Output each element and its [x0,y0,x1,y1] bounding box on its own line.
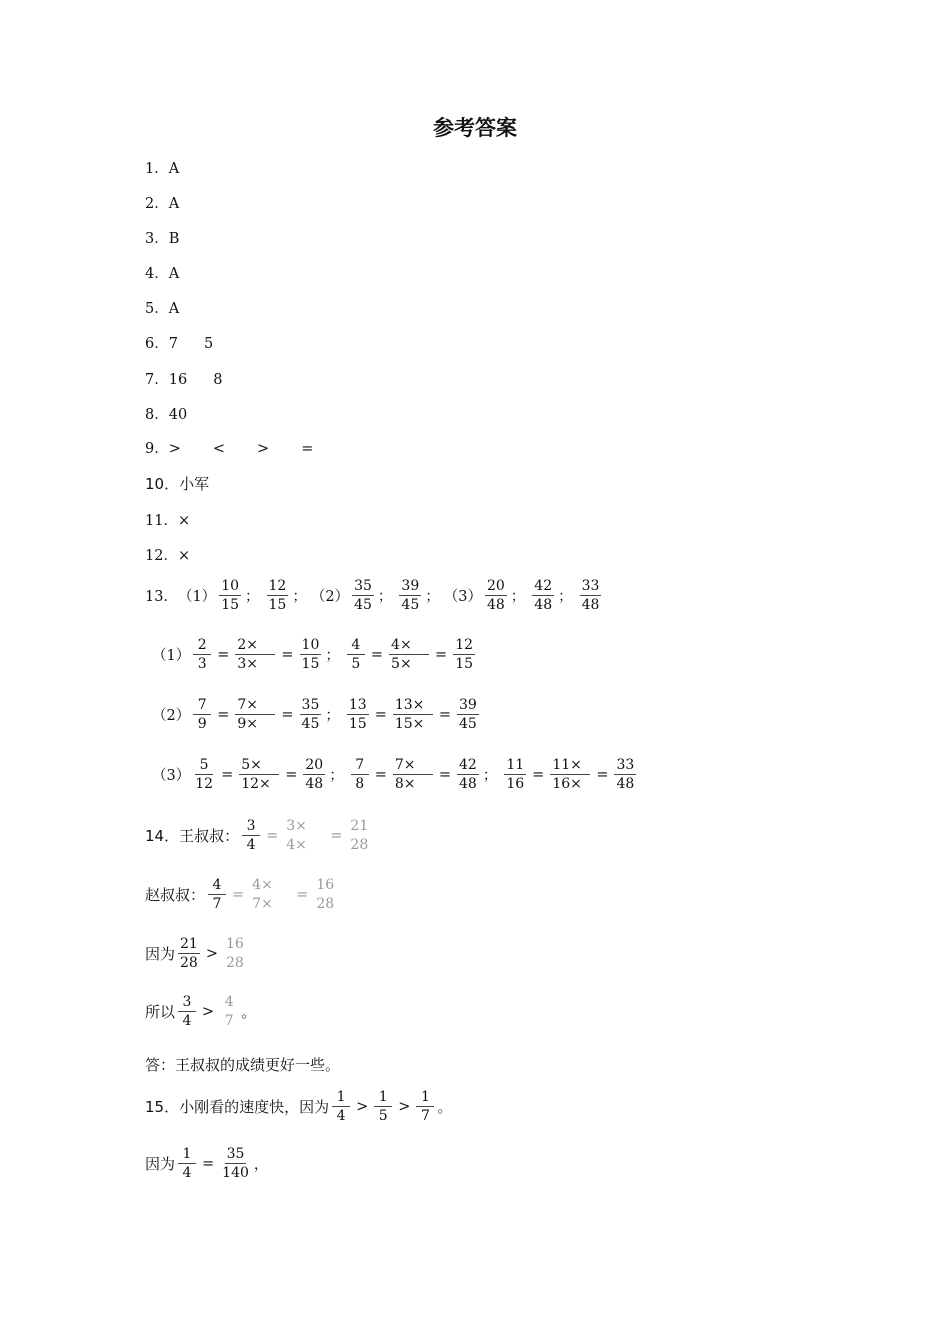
answer-9-part-1: 9．> [145,441,181,457]
fraction: $\frac{1}{4}$ [332,1089,350,1124]
fraction: $\frac{7}{9}$ [193,697,211,732]
answer-3: 3．B [145,231,180,247]
answer-6-part-1: 6．7 [145,336,178,352]
fraction: $\frac{42}{48}$ [534,578,553,613]
answer-7 [145,368,222,389]
because-label: 因为 [145,1155,176,1173]
answer-13-label: 13． [145,589,178,605]
fraction: $\frac{3\times}{4\times}$ [284,818,324,853]
fraction: $\frac{3}{4}$ [178,994,196,1029]
page-title: 参考答案 [433,116,517,140]
answer-4: 4．A [145,266,180,282]
answer-8: 8．40 [145,407,188,423]
fraction: $\frac{33}{48}$ [581,578,600,613]
fraction: $\frac{39}{45}$ [401,578,420,613]
fraction: $\frac{4}{7}$ [208,877,226,912]
fraction: $\frac{42}{48}$ [459,757,477,792]
fraction: $\frac{2}{3}$ [193,637,211,672]
part-label: （2） [310,589,350,605]
fraction: $\frac{16}{28}$ [226,936,244,971]
fraction: $\frac{35}{45}$ [301,697,320,732]
answer-9 [145,437,313,458]
answer-7-part-1: 7．16 [145,372,188,388]
fraction: $\frac{35}{45}$ [354,578,372,613]
zhao-label: 赵叔叔： [145,886,206,904]
answer-14-wang: 14．王叔叔： $\frac{3}{4}$ = $\frac{3\times}{4\times}$ = $\frac{21}{28}$ [145,818,369,853]
answer-2: 2．A [145,196,180,212]
answer-14-conclusion: 答：王叔叔的成绩更好一些。 [145,1056,341,1074]
because-label: 因为 [145,945,176,963]
fraction: $\frac{12}{15}$ [455,637,474,672]
answer-15-because: 因为 $\frac{1}{4}$ = $\frac{35}{140}$ ， [145,1146,269,1181]
answer-13-summary: 13． （1） $\frac{10}{15}$ ； $\frac{12}{15}$ ； （2） $\frac{35}{45}$ ； $\frac{39}{45}$ ； （3） $\frac{20}{48}$ ； $\frac{42}{48}$ ； $\frac{33}{48}$ [145,578,600,613]
fraction: $\frac{4}{5}$ [347,637,365,672]
fraction: $\frac{11}{16}$ [506,757,525,792]
answer-10: 10．小军 [145,475,210,493]
answer-13-row-1: （1） $\frac{2}{3}$ = $\frac{2\times}{3\times}$ = $\frac{10}{15}$ ； $\frac{4}{5}$ = $\frac{4\times}{5\times}$ = $\frac{12}{15}$ [152,637,474,672]
answer-9-part-2: < [212,441,226,457]
answer-14-label: 14．王叔叔： [145,827,240,845]
answer-6 [145,332,213,353]
fraction: $\frac{16}{28}$ [316,877,335,912]
part-label: （3） [152,768,191,784]
part-label: （2） [152,708,191,724]
fraction: $\frac{4}{7}$ [220,994,238,1029]
fraction: $\frac{11\times}{16\times}$ [550,757,590,792]
fraction: $\frac{21}{28}$ [350,818,369,853]
part-label: （1） [177,589,217,605]
fraction: $\frac{7\times}{9\times}$ [235,697,275,732]
fraction: $\frac{4\times}{5\times}$ [389,637,429,672]
fraction: $\frac{10}{15}$ [301,637,320,672]
part-label: （1） [152,648,191,664]
fraction: $\frac{12}{15}$ [268,578,287,613]
answer-14-so: 所以 $\frac{3}{4}$ > $\frac{4}{7}$ 。 [145,994,257,1029]
fraction: $\frac{3}{4}$ [242,818,260,853]
answer-7-part-2: 8 [213,372,223,388]
fraction: $\frac{35}{140}$ [222,1146,249,1181]
answer-13-row-2: （2） $\frac{7}{9}$ = $\frac{7\times}{9\times}$ = $\frac{35}{45}$ ； $\frac{13}{15}$ = $\frac{13\times}{15\times}$ = $\frac{39}{45}$ [152,697,477,732]
answer-1: 1．A [145,161,180,177]
answer-14-zhao: 赵叔叔： $\frac{4}{7}$ = $\frac{4\times}{7\times}$ = $\frac{16}{28}$ [145,877,335,912]
part-label: （3） [443,589,482,605]
answer-9-part-4: = [301,441,314,457]
fraction: $\frac{21}{28}$ [180,936,198,971]
answer-11: 11．× [145,513,191,529]
fraction: $\frac{33}{48}$ [616,757,635,792]
fraction: $\frac{5}{12}$ [195,757,214,792]
fraction: $\frac{1}{4}$ [178,1146,196,1181]
fraction: $\frac{7\times}{8\times}$ [393,757,433,792]
answer-14-because: 因为 $\frac{21}{28}$ > $\frac{16}{28}$ [145,936,244,971]
answer-6-part-2: 5 [203,336,214,352]
answer-15-label: 15．小刚看的速度快，因为 [145,1098,330,1116]
fraction: $\frac{5\times}{12\times}$ [239,757,279,792]
fraction: $\frac{1}{7}$ [416,1089,434,1124]
fraction: $\frac{20}{48}$ [486,578,505,613]
fraction: $\frac{4\times}{7\times}$ [250,877,290,912]
answer-9-part-3: > [257,441,270,457]
fraction: $\frac{39}{45}$ [459,697,477,732]
answer-15: 15．小刚看的速度快，因为 $\frac{1}{4}$ > $\frac{1}{5}$ > $\frac{1}{7}$ 。 [145,1089,453,1124]
fraction: $\frac{20}{48}$ [305,757,324,792]
answer-12: 12．× [145,548,191,564]
fraction: $\frac{1}{5}$ [374,1089,392,1124]
fraction: $\frac{10}{15}$ [221,578,240,613]
fraction: $\frac{2\times}{3\times}$ [235,637,275,672]
fraction: $\frac{13\times}{15\times}$ [393,697,433,732]
fraction: $\frac{7}{8}$ [351,757,369,792]
answer-13-row-3: （3） $\frac{5}{12}$ = $\frac{5\times}{12\times}$ = $\frac{20}{48}$ ； $\frac{7}{8}$ = $\frac{7\times}{8\times}$ = $\frac{42}{48}$ ； $\frac{11}{16}$ = $\frac{11\times}{16\times}$ = $\frac{33}{48}$ [152,757,635,792]
answer-5: 5．A [145,301,180,317]
fraction: $\frac{13}{15}$ [348,697,367,732]
so-label: 所以 [145,1003,176,1021]
